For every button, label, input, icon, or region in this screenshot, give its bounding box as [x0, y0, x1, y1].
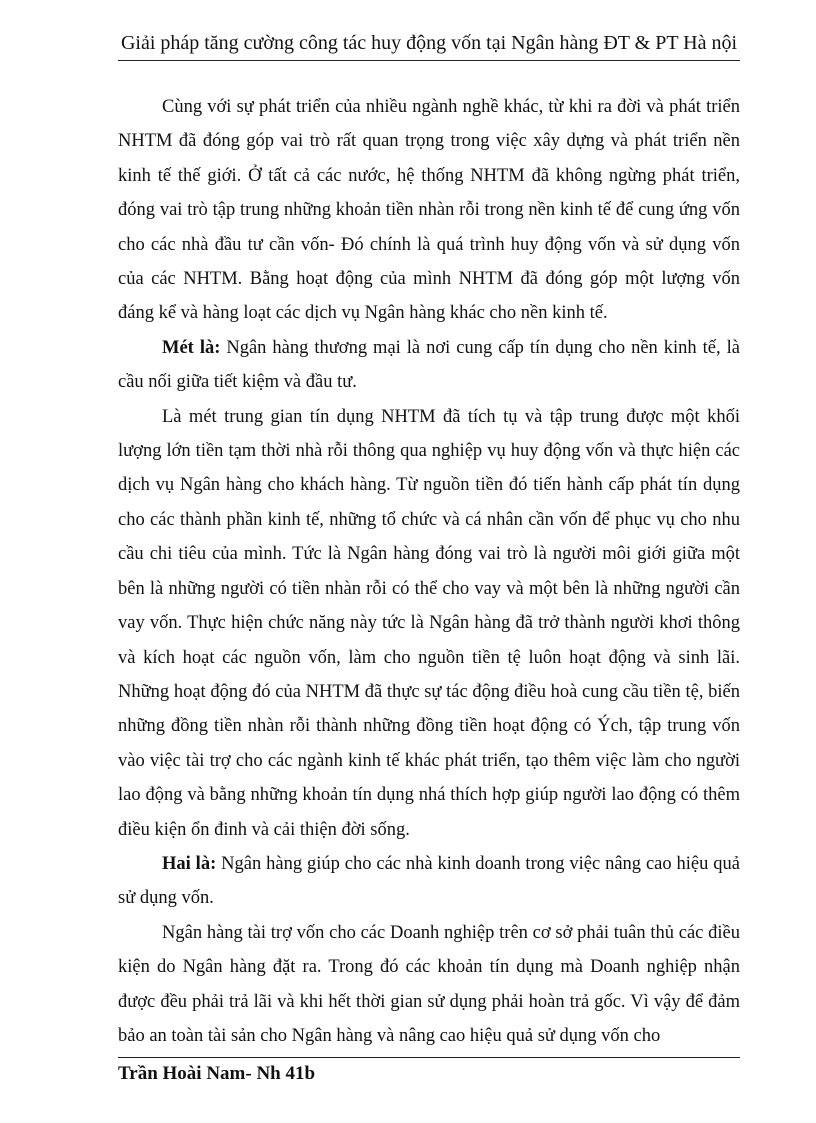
paragraph-2-text: Ngân hàng thương mại là nơi cung cấp tín dụng cho nền kinh tế, là cầu nối giữa tiết kiệm và đầu tư.: [118, 337, 740, 393]
paragraph-2: [118, 331, 740, 400]
paragraph-3-text: Là mét trung gian tín dụng NHTM đã tích tụ và tập trung được một khối lượng lớn tiền tạm thời nhà rỗi thông qua nghiệp vụ huy động vốn và thực hiện các dịch vụ Ngân hàng cho khách hàng. Từ nguồn tiền đó tiến hành cấp phát tín dụng cho các thành phần kinh tế, những tổ chức và cá nhân cần vốn để phục vụ cho nhu cầu chi tiêu của mình. Tức là Ngân hàng đóng vai trò là người môi giới giữa một bên là những người có tiền nhàn rỗi có thể cho vay và một bên là những người cần vay vốn. Thực hiện chức năng này tức là Ngân hàng đã trở thành người khơi thông và kích hoạt các nguồn vốn, làm cho nguồn tiền tệ luôn hoạt động và sinh lãi. Những hoạt động đó của NHTM đã thực sự tác động điều hoà cung cầu tiền tệ, biến những đồng tiền nhàn rỗi thành những đồng tiền hoạt động có Ých, tập trung vốn vào việc tài trợ cho các ngành kinh tế khác phát triển, tạo thêm việc làm cho người lao động và bằng những khoản tín dụng nhá thích hợp giúp người lao động có thêm điều kiện ổn đinh và cải thiện đời sống.: [118, 406, 740, 840]
paragraph-3: [118, 400, 740, 847]
page-header: [118, 26, 740, 61]
paragraph-1: [118, 90, 740, 331]
body-text: [118, 90, 740, 1053]
document-title: Giải pháp tăng cường công tác huy động vốn tại Ngân hàng ĐT & PT Hà nội: [120, 32, 738, 54]
paragraph-5-text: Ngân hàng tài trợ vốn cho các Doanh nghiệp trên cơ sở phải tuân thủ các điều kiện do Ngân hàng đặt ra. Trong đó các khoản tín dụng mà Doanh nghiệp nhận được đều phải trả lãi và khi hết thời gian sử dụng phải hoàn trả gốc. Vì vậy để đảm bảo an toàn tài sản cho Ngân hàng và nâng cao hiệu quả sử dụng vốn cho: [118, 922, 740, 1046]
paragraph-4-text: Ngân hàng giúp cho các nhà kinh doanh trong việc nâng cao hiệu quả sử dụng vốn.: [118, 853, 740, 909]
paragraph-4: [118, 847, 740, 916]
author-name: Trần Hoài Nam- Nh 41b: [118, 1063, 316, 1084]
paragraph-5: [118, 916, 740, 1054]
paragraph-1-text: Cùng với sự phát triển của nhiều ngành nghề khác, từ khi ra đời và phát triển NHTM đã đóng góp vai trò rất quan trọng trong việc xây dựng và phát triển nền kinh tế thế giới. Ở tất cả các nước, hệ thống NHTM đã không ngừng phát triển, đóng vai trò tập trung những khoản tiền nhàn rỗi trong nền kinh tế để cung ứng vốn cho các nhà đầu tư cần vốn- Đó chính là quá trình huy động vốn và sử dụng vốn của các NHTM. Bằng hoạt động của mình NHTM đã đóng góp một lượng vốn đáng kể và hàng loạt các dịch vụ Ngân hàng khác cho nền kinh tế.: [118, 97, 740, 324]
paragraph-4-lead: Hai là:: [162, 853, 217, 874]
paragraph-2-lead: Mét là:: [162, 337, 221, 358]
page-footer: [118, 1057, 740, 1087]
